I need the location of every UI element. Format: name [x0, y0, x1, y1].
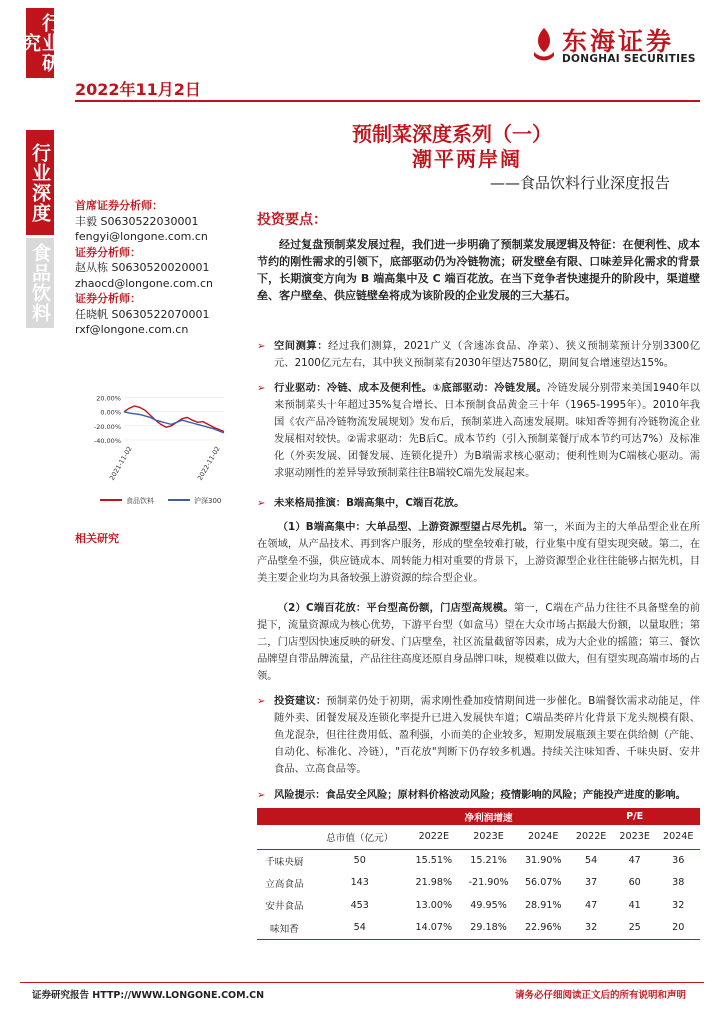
c-end-text: 第一，C端在产品力往往不具备壁垒的前提下，流量资源成为核心优势，下游平台型（如盒马）望在大众市场占据最大份额，以量取胜；第二，门店型因快速反映的研发、门店壁垒，社区流量截留等因素，成为大企业的摇篮；第三、餐饮品牌望自带品牌流量，产品往往高度还原自身品牌口味，规模难以做大，但有望实现高端市场的占领。: [257, 602, 700, 682]
table-cell: 21.98%: [415, 877, 453, 889]
bullet-arrow-icon: ➢: [257, 696, 266, 707]
bullet-drivers: [257, 380, 700, 482]
investment-head: 投资建议：: [274, 695, 327, 707]
bullet-drivers-text: 冷链发展分别带来美国1940年以来预制菜头十年超过35%复合增长、日本预制食品黄金三十年（1965-1995年）。2010年我国《农产品冷链物流发展规划》发布后，预制菜进入高速发展期。味知香等拥有冷链物流企业发展相对较快。②需求驱动：先B后C。成本节约（引入预制菜餐厅成本节约可达7%）及标准化（外卖发展、团餐发展、连锁化提升）为B端需求核心驱动；便利性则为C端核心驱动。需求驱动刚性的差异导致预制菜往往B端较C端先发展起来。: [274, 382, 700, 479]
table-cell: 37: [585, 877, 598, 889]
table-cell: 立高食品: [265, 878, 304, 890]
table-cell: 36: [672, 855, 685, 866]
table-cell: 味知香: [257, 917, 312, 940]
analyst1-name: 赵从栋 S0630520020001: [75, 261, 210, 274]
y-tick-label: 20.00%: [96, 394, 121, 403]
table-cell: 50: [353, 855, 366, 866]
table-cell: 47: [628, 855, 641, 866]
table-cell: 15.51%: [415, 855, 453, 866]
bullet-risk: [257, 787, 700, 804]
investment-text: 预制菜仍处于初期，需求刚性叠加疫情期间进一步催化。B端餐饮需求动能足，伴随外卖、团餐发展及连锁化率提升已进入发展快车道；C端品类碎片化背景下龙头规模有限、鱼龙混杂，但往往费用低、盈利强，小而美的企业较多，短期发展瓶颈主要在供给侧（产能、自动化、标准化、冷链），"百花放"判断下仍存较多机遇。持续关注味知香、千味央厨、安井食品、立高食品等。: [274, 695, 701, 775]
report-date: 2022年11月2日: [75, 80, 201, 99]
col-header: 2023E: [460, 825, 517, 849]
lead-analyst-name: 丰毅 S0630522030001: [75, 214, 199, 228]
valuation-table: [257, 808, 700, 940]
table-cell: 20: [656, 917, 700, 940]
related-research-label: 相关研究: [75, 532, 119, 545]
analyst2-email[interactable]: rxf@longone.com.cn: [75, 323, 189, 336]
footer-left[interactable]: 证券研究报告 HTTP://WWW.LONGONE.COM.CN: [32, 990, 265, 1001]
table-cell: -21.90%: [468, 877, 509, 889]
col-header: 总市值（亿元）: [312, 825, 408, 849]
x-tick-label: 2022-11-02: [195, 445, 222, 482]
bullet-landscape-head: 未来格局推演：B端高集中，C端百花放。: [274, 497, 465, 509]
b-end-text: 第一，米面为主的大单品型企业在所在领域，从产品技术、再到客户服务，形成的壁垒较难打破，行业集中度有望实现突破。第二，在产品壁垒不强，供应链成本、周转能力相对重要的背景下，上游资源型企业往往能够占据先机，目美主要企业均为具备较强上游资源的综合型企业。: [257, 521, 701, 584]
col-header: 2024E: [656, 825, 700, 849]
bullet-arrow-icon: ➢: [257, 790, 266, 801]
table-cell: 60: [628, 877, 641, 889]
table-cell: 32: [569, 917, 613, 940]
performance-chart-svg: [88, 388, 234, 528]
sidebar-tab-food-beverage: 食品饮料: [26, 238, 54, 328]
report-title-line2: 潮平两岸阔: [412, 147, 522, 171]
table-cell: 41: [628, 899, 641, 911]
logo-en: DONGHAI SECURITIES: [562, 53, 696, 65]
table-cell: 143: [350, 877, 369, 889]
table-cell: 47: [585, 899, 598, 911]
bullet-arrow-icon: ➢: [257, 498, 266, 509]
y-tick-label: 0.00%: [100, 408, 121, 417]
y-tick-label: -20.00%: [93, 422, 121, 431]
analyst1-header: 证券分析师：: [75, 245, 141, 259]
y-tick-label: -40.00%: [93, 437, 121, 445]
bullet-drivers-head: 行业驱动：冷链、成本及便利性。①底部驱动：冷链发展。: [274, 382, 548, 394]
analyst2-name: 任晓帆 S0630522070001: [75, 307, 210, 321]
sidebar-tab-industry-research: 行业研究: [26, 8, 54, 78]
table-cell: 14.07%: [408, 917, 460, 940]
table-blank-cell: [257, 808, 408, 825]
col-header: 2022E: [408, 825, 460, 849]
bullet-arrow-icon: ➢: [257, 341, 266, 352]
bullet-space: [257, 338, 700, 372]
table-cell: 32: [672, 899, 685, 911]
col-header: 2024E: [517, 825, 569, 849]
table-cell: 22.96%: [517, 917, 569, 940]
b-end-paragraph: [257, 519, 700, 587]
col-header: 2023E: [613, 825, 657, 849]
footer-divider: [20, 982, 704, 983]
col-header: 2022E: [569, 825, 613, 849]
intro-paragraph: 经过复盘预制菜发展过程，我们进一步明确了预制菜发展逻辑及特征：在便利性、成本节约的刚性需求的引领下，底部驱动仍为冷链物流；研发壁垒有限、口味差异化需求的背景下，长期演变方向为 B 端高集中及 C 端百花放。在当下竞争者快速提升的阶段中，渠道壁垒、客户壁垒、供应链壁垒将成为该阶段的企业发展的三大基石。: [257, 238, 700, 302]
table-col-header-row: [257, 825, 700, 849]
bullet-landscape: [257, 495, 700, 512]
table-cell: 54: [585, 855, 598, 866]
table-cell: 29.18%: [460, 917, 517, 940]
report-title-line1: 预制菜深度系列（一）: [352, 122, 552, 146]
col-header: [257, 825, 312, 849]
bullet-space-head: 空间测算：: [274, 340, 329, 352]
table-row: [257, 872, 700, 895]
footer-right: 请务必仔细阅读正文后的所有说明和声明: [515, 990, 687, 1001]
risk-text: 食品安全风险；原材料价格波动风险；疫情影响的风险；产能投产进度的影响。: [325, 789, 686, 801]
bullet-space-text: 经过我们测算，2021广义（含速冻食品、净菜）、狭义预制菜预计分别3300亿元、2100亿元左右，其中狭义预制菜有2030年望达7580亿，期间复合增速望达15%。: [274, 340, 701, 369]
series-line-csi300: [124, 412, 224, 433]
table-row: [257, 849, 700, 872]
table-cell: 31.90%: [524, 855, 562, 866]
lead-analyst-header: 首席证券分析师：: [75, 199, 163, 212]
report-subtitle: ——食品饮料行业深度报告: [490, 174, 671, 192]
table-cell: 15.21%: [470, 855, 507, 866]
logo-cn: 东海证券: [562, 27, 675, 56]
bullet-investment: [257, 693, 700, 778]
c-end-paragraph: [257, 600, 700, 685]
table-group-header-row: [257, 808, 700, 825]
logo-mark-icon: [530, 26, 558, 64]
performance-chart: [88, 388, 234, 528]
header-divider: [75, 100, 700, 102]
c-end-head: （2）C端百花放：平台型高份额，门店型高规模。: [277, 602, 514, 614]
analyst1-email[interactable]: zhaocd@longone.com.cn: [75, 276, 213, 290]
table-cell: 38: [672, 877, 685, 889]
b-end-head: （1）B端高集中：大单品型、上游资源型望占尽先机。: [277, 521, 534, 533]
table-cell: 49.95%: [470, 899, 507, 911]
analyst2-header: 证券分析师：: [75, 292, 141, 305]
legend-label: 沪深300: [194, 497, 222, 505]
table-row: [257, 894, 700, 917]
table-cell: 13.00%: [415, 899, 453, 911]
table-cell: 56.07%: [524, 877, 562, 889]
lead-analyst-email[interactable]: fengyi@longone.com.cn: [75, 230, 208, 243]
analyst-block: [75, 198, 213, 338]
table-cell: 安井食品: [265, 901, 304, 913]
group-header-profit: 净利润增速: [408, 808, 570, 825]
table-cell: 25: [613, 917, 657, 940]
group-header-pe: P/E: [569, 808, 700, 825]
x-tick-label: 2021-11-02: [107, 445, 134, 482]
risk-head: 风险提示：: [274, 789, 326, 801]
table-cell: 千味央厨: [265, 856, 304, 868]
table-cell: 54: [312, 917, 408, 940]
table-row: [257, 917, 700, 940]
sidebar-tab-industry-depth: 行业深度: [26, 130, 54, 235]
table-cell: 28.91%: [524, 899, 562, 911]
table-cell: 453: [350, 899, 369, 911]
company-logo: [530, 20, 700, 70]
bullet-arrow-icon: ➢: [257, 383, 266, 394]
key-points-heading: 投资要点：: [257, 212, 327, 228]
legend-label: 食品饮料: [126, 497, 154, 505]
